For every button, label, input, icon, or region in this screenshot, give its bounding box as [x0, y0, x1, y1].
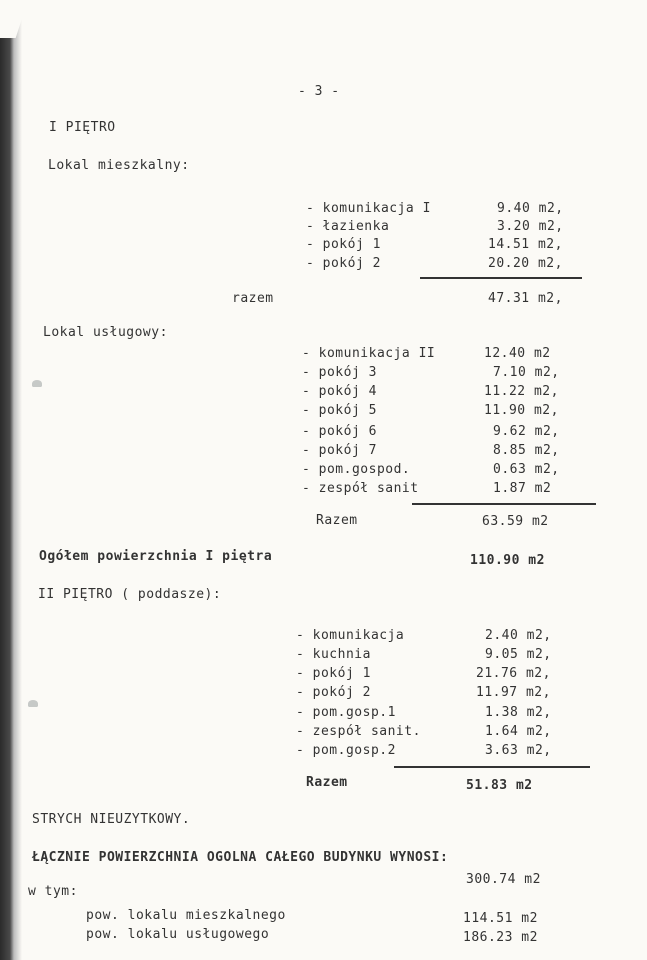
service-item-label: - pokój 4 [302, 384, 377, 399]
floor2-item-value: 1.64 m2, [485, 724, 552, 739]
service-item-label: - komunikacja II [302, 346, 436, 361]
service-item-value: 7.10 m2, [493, 365, 560, 380]
service-item-label: - zespół sanit [302, 481, 419, 496]
floor2-item-value: 2.40 m2, [485, 628, 552, 643]
paper-speck [32, 380, 42, 387]
service-item-label: - pom.gospod. [302, 462, 411, 477]
floor2-item-label: - kuchnia [296, 647, 371, 662]
service-heading: Lokal usługowy: [43, 325, 168, 340]
paper-speck [28, 700, 38, 707]
summary-total-value: 300.74 m2 [466, 872, 541, 887]
summary-item-label: pow. lokalu usługowego [86, 927, 270, 942]
service-item-value: 12.40 m2 [484, 346, 551, 361]
floor1-overall-label: Ogółem powierzchnia I piętra [39, 549, 273, 564]
residential-item-value: 9.40 m2, [497, 201, 564, 216]
summary-including-label: w tym: [28, 884, 78, 899]
residential-item-label: - pokój 2 [306, 256, 381, 271]
summary-item-value: 186.23 m2 [463, 930, 538, 945]
floor2-item-value: 1.38 m2, [485, 705, 552, 720]
floor2-title: II PIĘTRO ( poddasze): [38, 587, 222, 602]
residential-heading: Lokal mieszkalny: [48, 158, 190, 173]
floor2-item-label: - pokój 1 [296, 666, 371, 681]
floor1-overall-value: 110.90 m2 [470, 553, 545, 568]
floor2-item-label: - pom.gosp.2 [296, 743, 396, 758]
floor2-item-label: - zespół sanit. [296, 724, 421, 739]
floor2-item-label: - pokój 2 [296, 685, 371, 700]
service-item-value: 9.62 m2, [493, 424, 560, 439]
service-item-label: - pokój 5 [302, 403, 377, 418]
service-total-label: Razem [316, 513, 358, 528]
floor2-item-label: - pom.gosp.1 [296, 705, 396, 720]
floor2-item-label: - komunikacja [296, 628, 405, 643]
service-item-value: 11.90 m2, [484, 403, 559, 418]
service-item-value: 8.85 m2, [493, 443, 560, 458]
service-item-value: 11.22 m2, [484, 384, 559, 399]
floor2-item-value: 11.97 m2, [476, 685, 551, 700]
floor2-item-value: 3.63 m2, [485, 743, 552, 758]
page-number: - 3 - [298, 84, 340, 99]
attic-note: STRYCH NIEUZYTKOWY. [32, 812, 191, 827]
page-binding-edge [0, 0, 22, 960]
floor2-total-value: 51.83 m2 [466, 778, 533, 793]
floor2-item-value: 9.05 m2, [485, 647, 552, 662]
summary-item-label: pow. lokalu mieszkalnego [86, 908, 286, 923]
floor1-title: I PIĘTRO [49, 120, 116, 135]
residential-item-label: - komunikacja I [306, 201, 431, 216]
sum-rule [412, 503, 596, 505]
residential-item-label: - łazienka [306, 219, 390, 234]
residential-item-value: 20.20 m2, [488, 256, 563, 271]
sum-rule [420, 277, 582, 279]
residential-item-label: - pokój 1 [306, 237, 381, 252]
service-item-value: 0.63 m2, [493, 462, 560, 477]
service-item-value: 1.87 m2 [493, 481, 552, 496]
service-item-label: - pokój 6 [302, 424, 377, 439]
service-item-label: - pokój 7 [302, 443, 377, 458]
summary-item-value: 114.51 m2 [463, 911, 538, 926]
service-total-value: 63.59 m2 [482, 514, 549, 529]
residential-total-label: razem [232, 291, 274, 306]
floor2-total-label: Razem [306, 775, 348, 790]
floor2-item-value: 21.76 m2, [476, 666, 551, 681]
residential-item-value: 3.20 m2, [497, 219, 564, 234]
residential-total-value: 47.31 m2, [488, 291, 563, 306]
summary-heading: ŁĄCZNIE POWIERZCHNIA OGOLNA CAŁEGO BUDYNKU WYNOSI: [32, 850, 449, 865]
residential-item-value: 14.51 m2, [488, 237, 563, 252]
sum-rule [394, 766, 590, 768]
page-corner [0, 0, 28, 38]
service-item-label: - pokój 3 [302, 365, 377, 380]
